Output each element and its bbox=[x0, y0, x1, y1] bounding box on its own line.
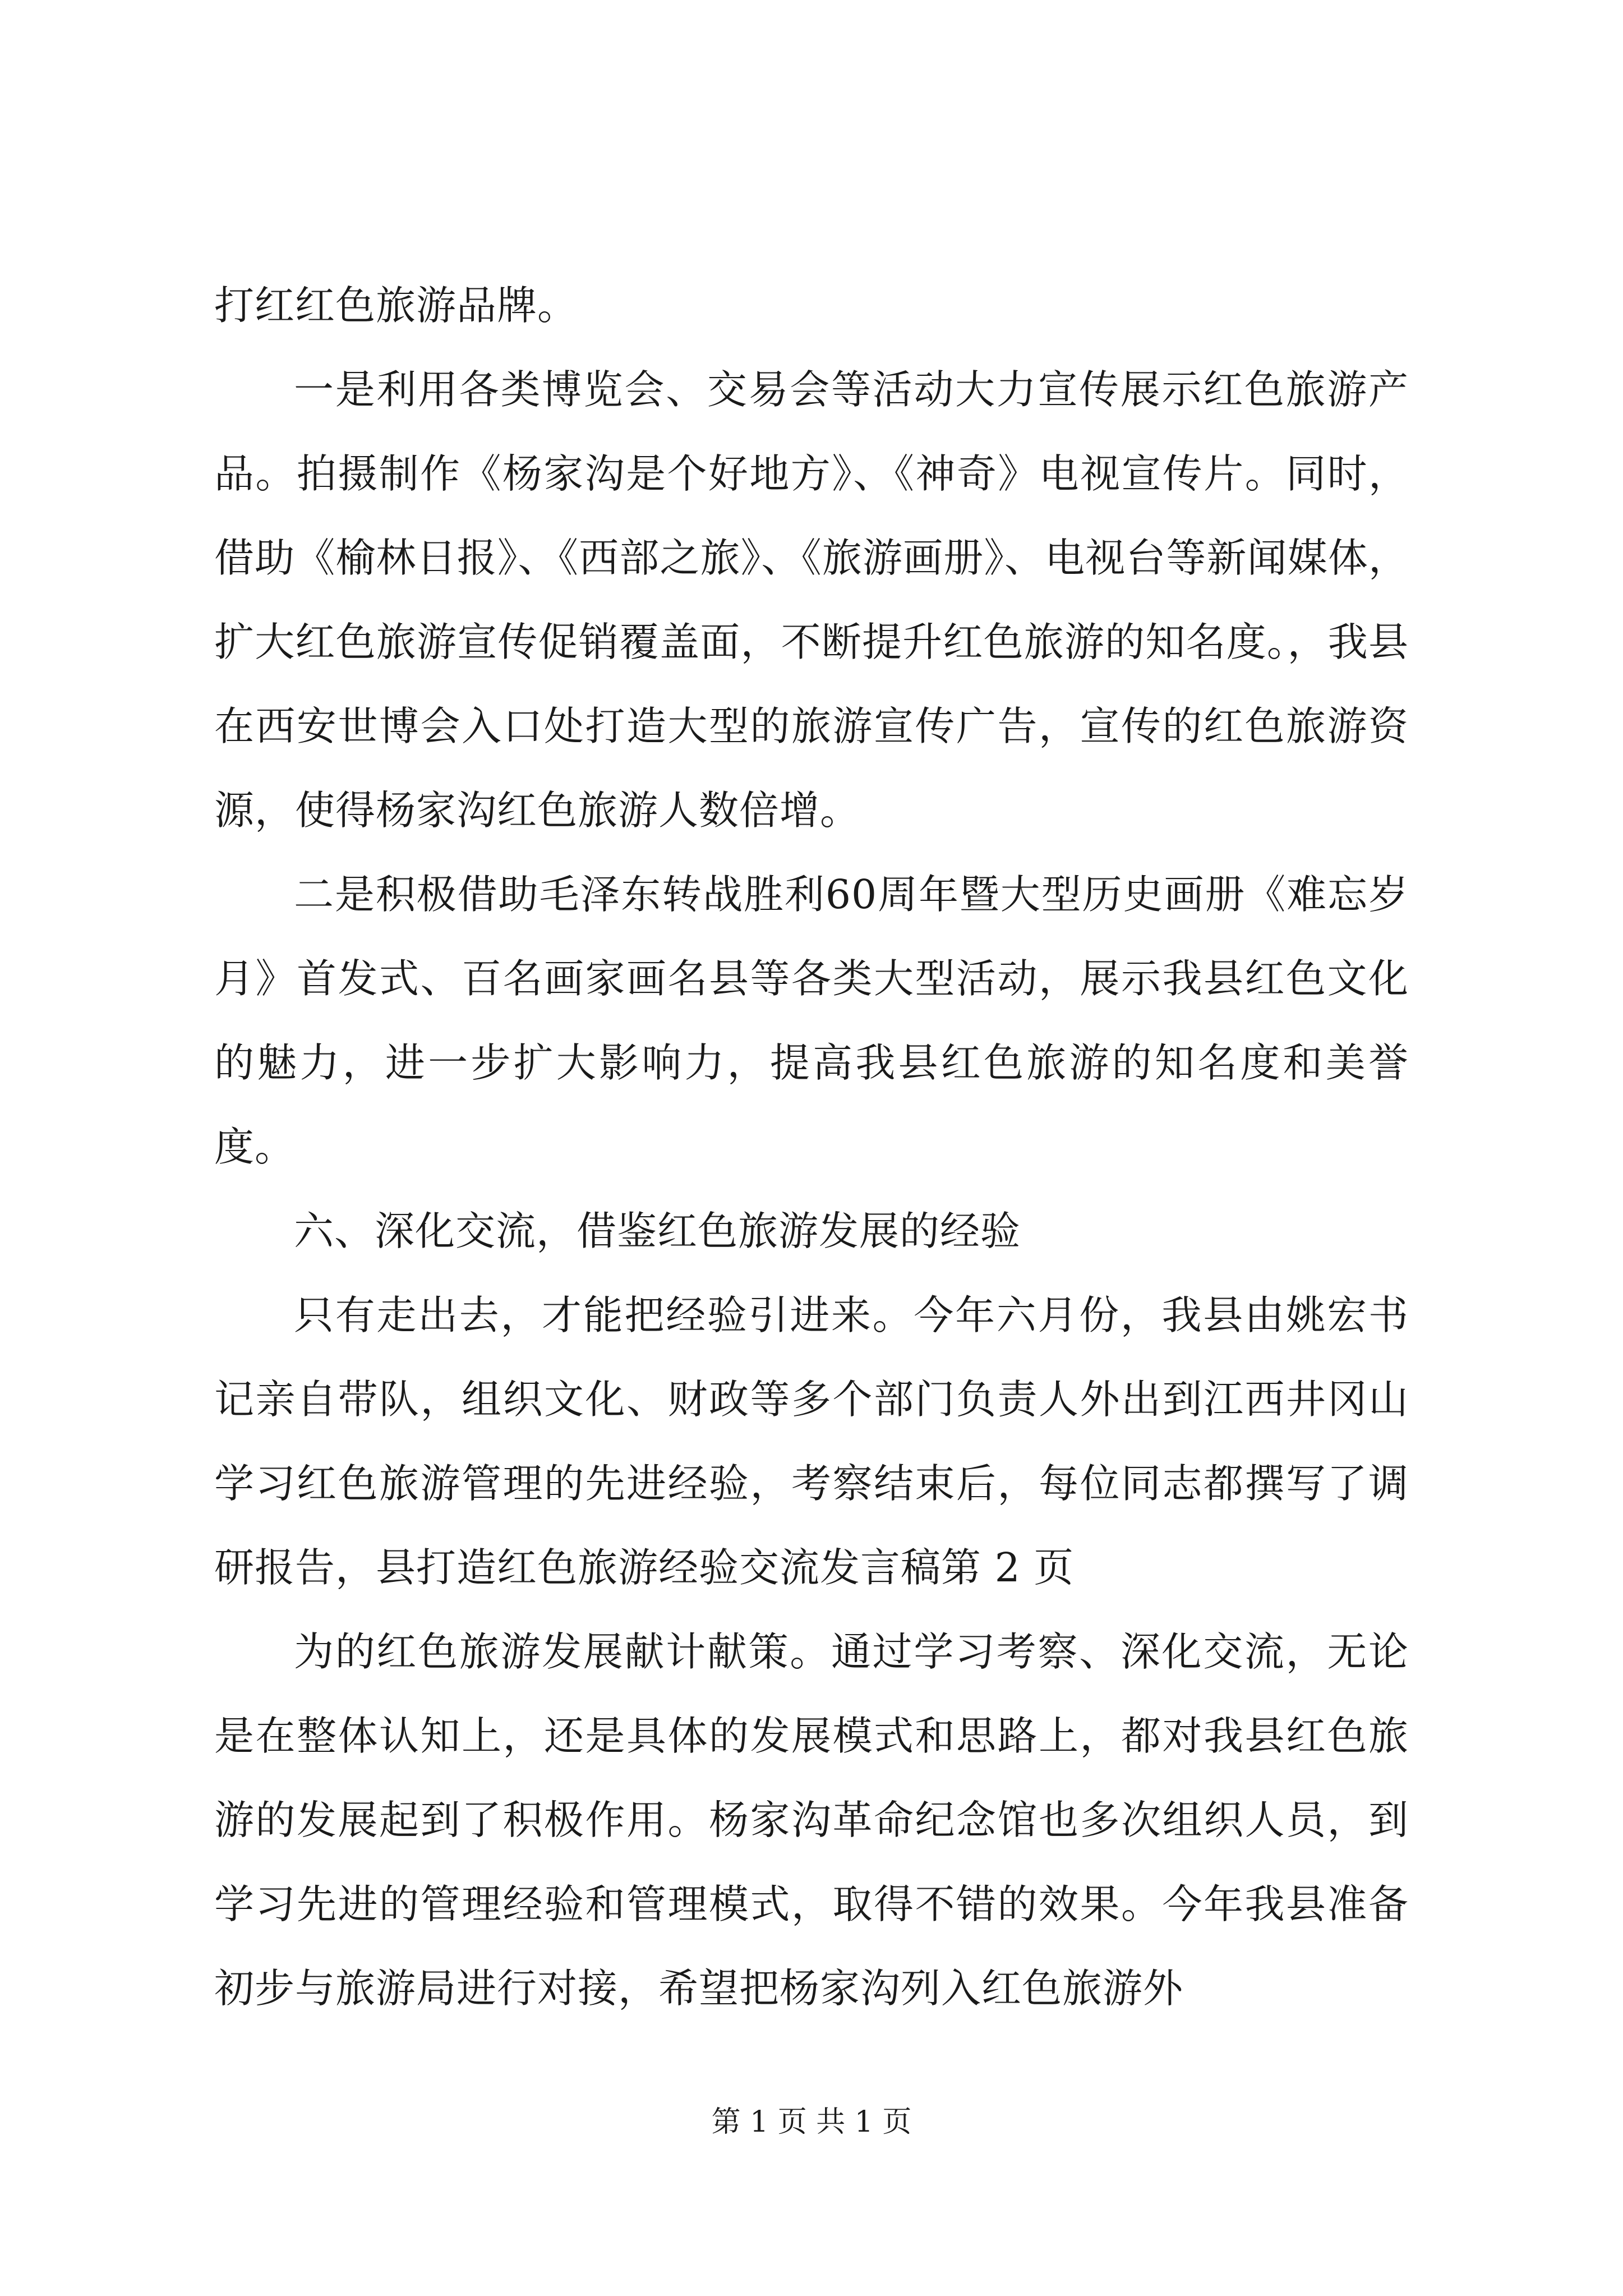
paragraph-5: 只有走出去，才能把经验引进来。今年六月份，我县由姚宏书记亲自带队，组织文化、财政等多个部门负责人外出到江西井冈山学习红色旅游管理的先进经验，考察结束后，每位同志都撰写了调研报告，县打造红色旅游经验交流发言稿第 2 页 bbox=[214, 1292, 1409, 1591]
paragraph-6: 为的红色旅游发展献计献策。通过学习考察、深化交流，无论是在整体认知上，还是具体的发展模式和思路上，都对我县红色旅游的发展起到了积极作用。杨家沟革命纪念馆也多次组织人员，到学习先进的管理经验和管理模式，取得不错的效果。今年我县准备初步与旅游局进行对接，希望把杨家沟列入红色旅游外 bbox=[214, 1628, 1409, 2012]
section-heading: 六、深化交流，借鉴红色旅游发展的经验 bbox=[294, 1208, 1021, 1254]
paragraph-1: 打红红色旅游品牌。 bbox=[214, 282, 578, 329]
paragraph-3: 二是积极借助毛泽东转战胜利60周年暨大型历史画册《难忘岁月》首发式、百名画家画名县等各类大型活动，展示我县红色文化的魅力，进一步扩大影响力，提高我县红色旅游的知名度和美誉度。 bbox=[214, 871, 1409, 1170]
page-footer: 第 1 页 共 1 页 bbox=[711, 2105, 912, 2139]
paragraph-2: 一是利用各类博览会、交易会等活动大力宣传展示红色旅游产品。拍摄制作《杨家沟是个好地方》、《神奇》电视宣传片。同时，借助《榆林日报》、《西部之旅》、《旅游画册》、电视台等新闻媒体，扩大红色旅游宣传促销覆盖面，不断提升红色旅游的知名度。，我县在西安世博会入口处打造大型的旅游宣传广告，宣传的红色旅游资源，使得杨家沟红色旅游人数倍增。 bbox=[214, 366, 1409, 834]
document-body bbox=[214, 264, 1409, 2031]
